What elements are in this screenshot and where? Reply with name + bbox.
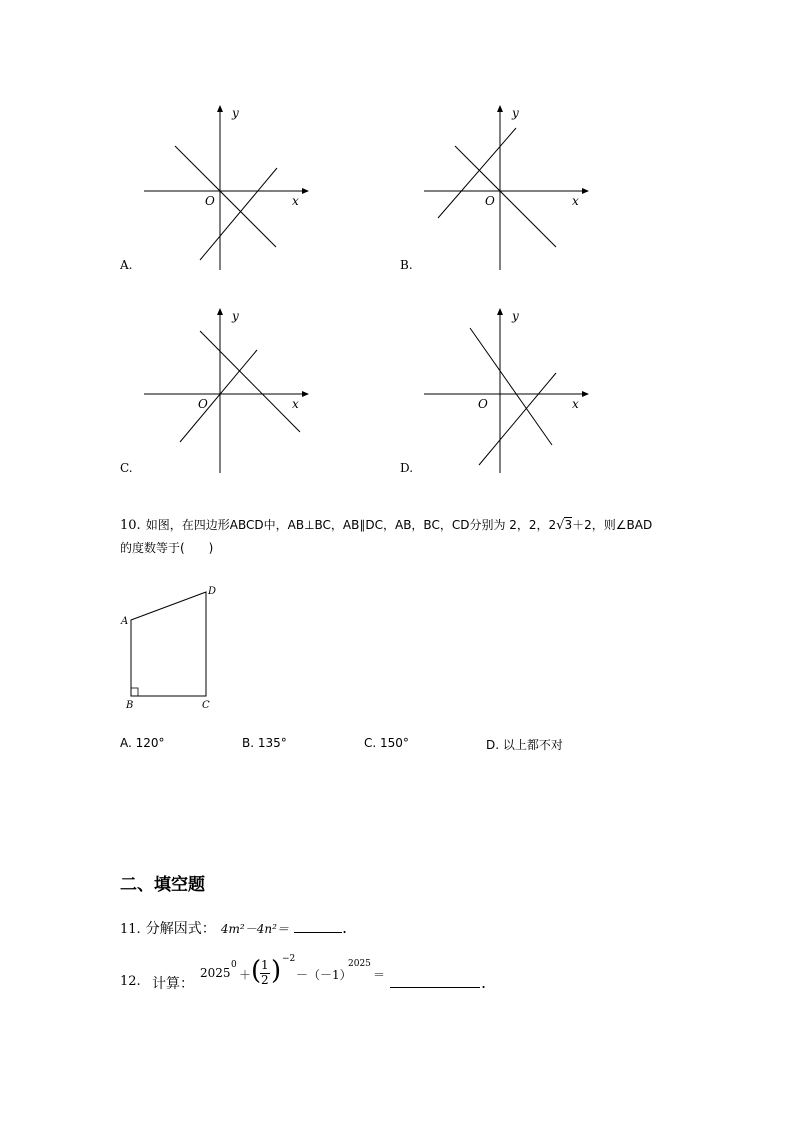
origin-label: O: [205, 194, 215, 208]
choice-a[interactable]: A. 120°: [120, 736, 165, 750]
period: .: [481, 973, 487, 992]
choice-b[interactable]: B. 135°: [242, 736, 287, 750]
graph-option-d: [400, 303, 580, 473]
question-number: 11.: [120, 922, 141, 937]
minus-term-exponent: 2025: [348, 959, 371, 969]
y-label: y: [512, 106, 519, 120]
x-label: x: [572, 194, 579, 208]
line-increasing: [438, 128, 516, 218]
option-a-label: A.: [120, 258, 133, 272]
question-text: 如图，在四边形ABCD中，AB⊥BC，AB∥DC，AB，BC，CD分别为 2，2，2: [145, 518, 557, 532]
option-b-label: B.: [400, 258, 413, 272]
choice-d[interactable]: D. 以上都不对: [486, 738, 563, 752]
term-base: 2025: [200, 966, 231, 980]
question-10: [120, 513, 720, 559]
vertex-a-label: A: [121, 616, 129, 627]
y-label: y: [512, 309, 519, 323]
question-number: 12.: [120, 974, 141, 989]
line-decreasing: [175, 146, 276, 247]
left-paren: (: [251, 956, 262, 986]
sqrt-symbol: √: [556, 518, 565, 533]
term-exponent: 0: [231, 960, 237, 970]
x-label: x: [292, 194, 299, 208]
y-label: y: [232, 106, 239, 120]
graph-option-c: [120, 303, 300, 473]
line-decreasing: [455, 146, 556, 247]
question-prompt: 计算：: [152, 976, 194, 992]
equals-sign: ＝: [373, 968, 386, 982]
line-increasing: [180, 350, 257, 442]
option-c-label: C.: [120, 461, 133, 475]
line-increasing: [479, 373, 556, 465]
vertex-c-label: C: [202, 700, 210, 711]
x-label: x: [572, 397, 579, 411]
answer-blank[interactable]: [294, 918, 342, 933]
minus-term: －（－1）: [296, 968, 352, 982]
section-title: 二、填空题: [120, 875, 205, 895]
fraction-numerator: 1: [261, 958, 269, 972]
question-number: 10.: [120, 518, 141, 533]
graph-option-b: [400, 100, 580, 270]
answer-blank[interactable]: [390, 987, 480, 988]
option-d-label: D.: [400, 461, 414, 475]
right-paren: ): [271, 956, 282, 986]
fraction-denominator: 2: [261, 973, 269, 987]
graph-option-a: [120, 100, 300, 270]
y-label: y: [232, 309, 239, 323]
origin-label: O: [485, 194, 495, 208]
expression: 4m²－4n²＝: [220, 922, 289, 936]
period: .: [341, 918, 348, 937]
origin-label: O: [478, 397, 488, 411]
sqrt-radicand: 3: [564, 518, 573, 532]
x-label: x: [292, 397, 299, 411]
question-prompt: 分解因式：: [145, 921, 216, 937]
line-increasing: [200, 168, 277, 260]
question-text-line2: 的度数等于( ): [120, 541, 214, 555]
question-11: [120, 918, 347, 938]
line-decreasing: [200, 331, 300, 432]
right-angle-mark: [131, 688, 138, 696]
choice-c[interactable]: C. 150°: [364, 736, 409, 750]
paren-exponent: −2: [282, 954, 296, 964]
question-text-cont: ＋2，则∠BAD: [572, 518, 653, 532]
quadrilateral-figure: [118, 582, 228, 712]
origin-label: O: [198, 397, 208, 411]
vertex-b-label: B: [126, 700, 134, 711]
vertex-d-label: D: [208, 586, 217, 597]
plus-sign: ＋: [239, 968, 252, 982]
quadrilateral-abcd: [131, 592, 206, 696]
